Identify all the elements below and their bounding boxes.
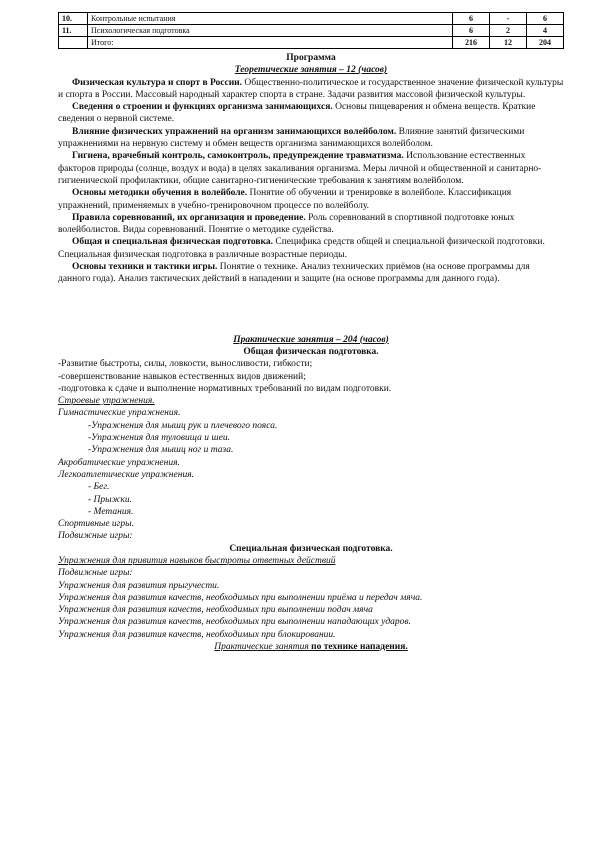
theory-paragraph	[58, 126, 564, 151]
sfp-line: Упражнения для развития качеств, необходимых при блокировании.	[58, 629, 336, 640]
spacer	[58, 286, 564, 334]
row-number	[59, 37, 88, 49]
akrob-heading: Акробатические упражнения.	[58, 457, 180, 468]
paragraph-lead: Влияние физических упражнений на организм занимающихся волейболом.	[72, 126, 397, 137]
row-number: 10.	[59, 13, 88, 25]
last-heading-rest: по технике нападения.	[308, 642, 408, 653]
row-total-hours: 6	[453, 25, 490, 37]
theory-title: Теоретические занятия – 12 (часов)	[234, 65, 388, 76]
row-number: 11.	[59, 25, 88, 37]
sfp-line: Упражнения для развития качеств, необходимых при выполнении нападающих ударов.	[58, 617, 411, 628]
paragraph-text: Специфика средств общей и специальной физической подготовки. Специальная физическая подготовка в различные возрастные периоды.	[58, 237, 545, 260]
paragraph-text: Основы пищеварения и обмена веществ. Краткие сведения о нервной системе.	[58, 102, 536, 125]
hours-table	[58, 12, 564, 49]
stroevye-heading: Строевые упражнения.	[58, 396, 155, 407]
gimn-item: -Упражнения для мышц рук и плечевого пояса.	[88, 420, 278, 431]
theory-paragraph	[58, 261, 564, 286]
paragraph-text: Понятие о технике. Анализ технических приёмов (на основе программы для данного года). Анализ тактических действий в нападении и защите (на основе программы для данного года).	[58, 262, 530, 285]
paragraph-lead: Физическая культура и спорт в России.	[72, 77, 243, 88]
paragraph-lead: Сведения о строении и функциях организма занимающихся.	[72, 102, 333, 113]
sport-games-heading: Спортивные игры.	[58, 519, 134, 530]
paragraph-text: Роль соревнований в спортивной подготовке юных волейболистов. Виды соревнований. Понятие о методике судейства.	[58, 212, 515, 236]
paragraph-lead: Основы техники и тактики игры.	[72, 262, 218, 273]
document-body	[58, 52, 564, 653]
total-practice-hours: 204	[527, 37, 564, 49]
legk-item: - Бег.	[88, 482, 110, 493]
paragraph-lead: Гигиена, врачебный контроль, самоконтроль, предупреждение травматизма.	[72, 151, 404, 162]
legk-item: - Прыжки.	[88, 494, 132, 505]
sfp-line: Упражнения для развития качеств, необходимых при выполнении приёма и передач мяча.	[58, 592, 423, 603]
sfp-title: Специальная физическая подготовка.	[229, 543, 393, 554]
theory-paragraph	[58, 236, 564, 261]
paragraph-lead: Правила соревнований, их организация и проведение.	[72, 212, 306, 223]
gimn-heading: Гимнастические упражнения.	[58, 408, 181, 419]
row-name: Контрольные испытания	[88, 13, 453, 25]
paragraph-lead: Общая и специальная физическая подготовка.	[72, 237, 273, 248]
row-practice-hours: 6	[527, 13, 564, 25]
legk-heading: Легкоатлетические упражнения.	[58, 469, 194, 480]
paragraph-lead: Основы методики обучения в волейболе.	[72, 188, 248, 199]
theory-paragraph	[58, 77, 564, 102]
total-label: Итого:	[88, 37, 453, 49]
row-theory-hours: -	[490, 13, 527, 25]
table-row	[59, 13, 564, 25]
ofp-line: -совершенствование навыков естественных видов движений;	[58, 371, 306, 382]
row-total-hours: 6	[453, 13, 490, 25]
theory-section	[58, 77, 564, 286]
gimn-item: -Упражнения для мышц ног и таза.	[88, 445, 234, 456]
paragraph-text: Использование естественных факторов природы (солнце, воздух и вода) в целях закаливания организма. Меры личной и общественной и санитарно-гигиенической профилактики, общие санитарно-гигиенические требования к занятиям волейболом.	[58, 151, 542, 186]
theory-paragraph	[58, 187, 564, 212]
sfp-line: Упражнения для развития качеств, необходимых при выполнении подач мяча	[58, 605, 373, 616]
theory-paragraph	[58, 212, 564, 237]
total-theory-hours: 12	[490, 37, 527, 49]
mobile-games-heading: Подвижные игры:	[58, 531, 133, 542]
ofp-line: -подготовка к сдаче и выполнение нормативных требований по видам подготовки.	[58, 383, 392, 394]
practice-title: Практические занятия – 204 (часов)	[233, 334, 389, 345]
paragraph-text: Влияние занятий физическими упражнениями на нервную систему и обмен веществ организма занимающихся волейболом.	[58, 126, 525, 150]
row-name: Психологическая подготовка	[88, 25, 453, 37]
ofp-title: Общая физическая подготовка.	[243, 346, 379, 357]
row-theory-hours: 2	[490, 25, 527, 37]
last-heading-italic: Практические занятия	[214, 642, 309, 653]
paragraph-text: Понятие об обучении и тренировке в волейболе. Классификация упражнений, применяемых в учебно-тренировочном процессе по волейболу.	[58, 188, 512, 211]
paragraph-text: Общественно-политическое и государственное значение физической культуры и спорта в России. Массовый народный характер спорта в стране. Задачи развития массовой физической культуры.	[58, 77, 564, 100]
theory-paragraph	[58, 150, 564, 187]
program-title: Программа	[286, 53, 336, 63]
row-practice-hours: 4	[527, 25, 564, 37]
table-total-row	[59, 37, 564, 49]
last-heading	[58, 641, 564, 653]
total-hours: 216	[453, 37, 490, 49]
gimn-item: -Упражнения для туловища и шеи.	[88, 433, 230, 444]
table-row	[59, 25, 564, 37]
sfp-line: Упражнения для привития навыков быстроты ответных действий	[58, 555, 336, 566]
theory-paragraph	[58, 101, 564, 126]
ofp-line: -Развитие быстроты, силы, ловкости, выносливости, гибкости;	[58, 359, 313, 370]
sfp-line: Упражнения для развития прыгучести.	[58, 580, 220, 591]
legk-item: - Метания.	[88, 506, 134, 517]
sfp-line: Подвижные игры:	[58, 568, 133, 579]
